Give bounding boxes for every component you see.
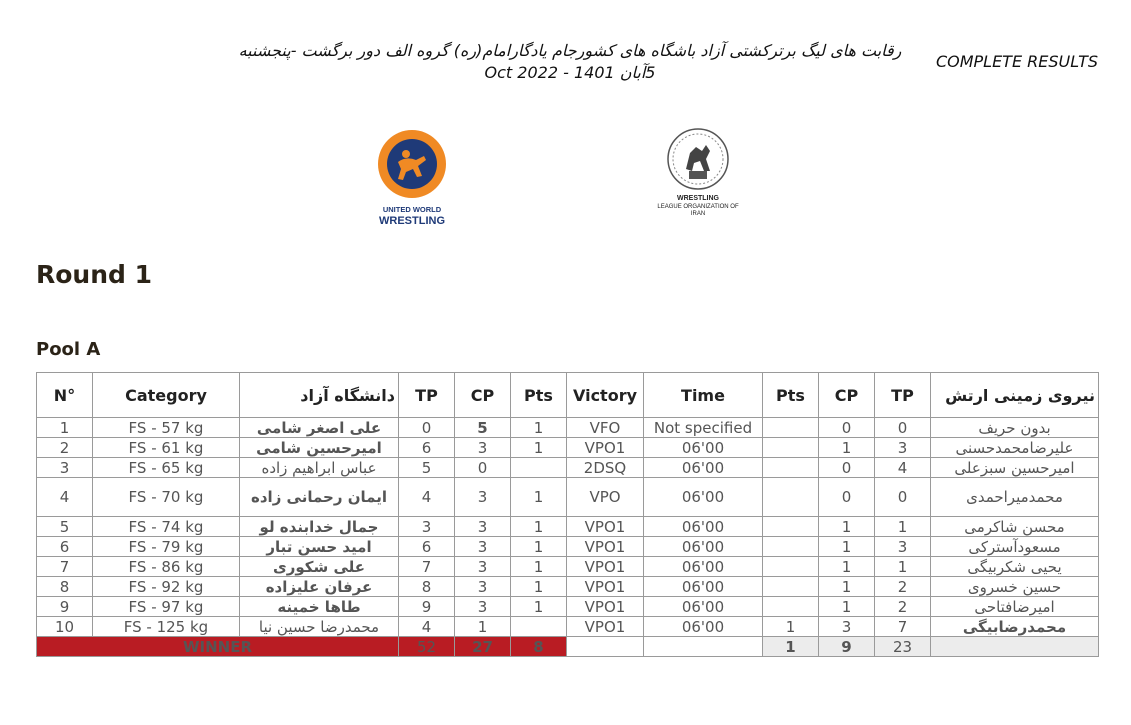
cell-wrestler-left: امید حسن تبار xyxy=(240,537,399,557)
cell-no: 10 xyxy=(37,617,93,637)
cell-pts-right xyxy=(763,597,819,617)
cell-category: FS - 79 kg xyxy=(93,537,240,557)
cell-tp-right: 3 xyxy=(875,537,931,557)
total-tp-right: 23 xyxy=(875,637,931,657)
title-line-2: 5آبان 1401 - Oct 2022 xyxy=(484,63,656,82)
cell-wrestler-left: عباس ابراهیم زاده xyxy=(240,458,399,478)
cell-wrestler-left: جمال خدابنده لو xyxy=(240,517,399,537)
cell-wrestler-left: عرفان علیزاده xyxy=(240,577,399,597)
col-victory: Victory xyxy=(567,373,644,418)
cell-wrestler-left: محمدرضا حسین نیا xyxy=(240,617,399,637)
cell-cp-left: 3 xyxy=(455,597,511,617)
cell-wrestler-left: علی اصغر شامی xyxy=(240,418,399,438)
cell-victory: VFO xyxy=(567,418,644,438)
col-pts-right: Pts xyxy=(763,373,819,418)
cell-time: 06'00 xyxy=(644,617,763,637)
cell-time: Not specified xyxy=(644,418,763,438)
svg-text:WRESTLING: WRESTLING xyxy=(379,215,445,227)
cell-wrestler-right: امیرحسین سبزعلی xyxy=(931,458,1099,478)
cell-tp-right: 2 xyxy=(875,577,931,597)
cell-cp-left: 3 xyxy=(455,478,511,517)
table-row xyxy=(37,478,1099,517)
total-pts-right: 1 xyxy=(763,637,819,657)
pool-title: Pool A xyxy=(36,339,101,360)
cell-tp-left: 4 xyxy=(399,478,455,517)
cell-tp-right: 1 xyxy=(875,517,931,537)
cell-tp-right: 1 xyxy=(875,557,931,577)
cell-category: FS - 74 kg xyxy=(93,517,240,537)
cell-time: 06'00 xyxy=(644,438,763,458)
cell-time: 06'00 xyxy=(644,557,763,577)
cell-cp-right: 1 xyxy=(819,517,875,537)
complete-results-label: COMPLETE RESULTS xyxy=(935,52,1098,71)
cell-category: FS - 70 kg xyxy=(93,478,240,517)
col-tp-right: TP xyxy=(875,373,931,418)
cell-pts-right xyxy=(763,478,819,517)
results-table xyxy=(36,372,1099,657)
col-tp-left: TP xyxy=(399,373,455,418)
svg-text:LEAGUE ORGANIZATION OF: LEAGUE ORGANIZATION OF xyxy=(657,204,739,210)
svg-text:IRAN: IRAN xyxy=(690,211,706,217)
cell-wrestler-right: محسن شاکرمی xyxy=(931,517,1099,537)
cell-category: FS - 97 kg xyxy=(93,597,240,617)
cell-cp-right: 1 xyxy=(819,438,875,458)
cell-tp-right: 2 xyxy=(875,597,931,617)
title-line-1: رقابت های لیگ برترکشتی آزاد باشگاه های کشورجام یادگارامام(ره) گروه الف دور برگشت -پنجشنبه xyxy=(238,41,902,60)
cell-category: FS - 92 kg xyxy=(93,577,240,597)
cell-tp-left: 7 xyxy=(399,557,455,577)
table-row xyxy=(37,617,1099,637)
cell-pts-left: 1 xyxy=(511,517,567,537)
cell-no: 5 xyxy=(37,517,93,537)
cell-no: 4 xyxy=(37,478,93,517)
cell-victory: VPO1 xyxy=(567,597,644,617)
cell-tp-right: 3 xyxy=(875,438,931,458)
cell-tp-left: 6 xyxy=(399,537,455,557)
total-pts-left: 8 xyxy=(511,637,567,657)
cell-category: FS - 57 kg xyxy=(93,418,240,438)
total-team-right-empty xyxy=(931,637,1099,657)
cell-wrestler-right: امیرضافتاحی xyxy=(931,597,1099,617)
cell-cp-right: 1 xyxy=(819,597,875,617)
round-title: Round 1 xyxy=(36,260,153,289)
cell-cp-right: 3 xyxy=(819,617,875,637)
cell-wrestler-right: مسعودآسترکی xyxy=(931,537,1099,557)
cell-category: FS - 125 kg xyxy=(93,617,240,637)
cell-wrestler-left: طاها خمینه xyxy=(240,597,399,617)
table-row xyxy=(37,517,1099,537)
cell-no: 1 xyxy=(37,418,93,438)
cell-victory: VPO1 xyxy=(567,557,644,577)
table-row xyxy=(37,577,1099,597)
cell-pts-left: 1 xyxy=(511,478,567,517)
header-title xyxy=(170,40,970,84)
winner-label: WINNER xyxy=(37,637,399,657)
cell-pts-left: 1 xyxy=(511,537,567,557)
cell-tp-right: 4 xyxy=(875,458,931,478)
cell-cp-right: 1 xyxy=(819,557,875,577)
cell-pts-right xyxy=(763,517,819,537)
cell-cp-right: 0 xyxy=(819,418,875,438)
cell-no: 6 xyxy=(37,537,93,557)
cell-time: 06'00 xyxy=(644,478,763,517)
cell-pts-right xyxy=(763,577,819,597)
cell-victory: VPO1 xyxy=(567,517,644,537)
cell-tp-right: 0 xyxy=(875,478,931,517)
total-time-empty xyxy=(644,637,763,657)
cell-cp-left: 3 xyxy=(455,537,511,557)
cell-cp-right: 0 xyxy=(819,478,875,517)
table-row xyxy=(37,418,1099,438)
cell-wrestler-left: امیرحسین شامی xyxy=(240,438,399,458)
cell-category: FS - 61 kg xyxy=(93,438,240,458)
cell-cp-right: 1 xyxy=(819,577,875,597)
totals-row xyxy=(37,637,1099,657)
col-team-right: نیروی زمینی ارتش xyxy=(931,373,1099,418)
cell-time: 06'00 xyxy=(644,537,763,557)
cell-pts-left: 1 xyxy=(511,438,567,458)
cell-tp-left: 4 xyxy=(399,617,455,637)
cell-tp-right: 0 xyxy=(875,418,931,438)
cell-cp-left: 3 xyxy=(455,557,511,577)
cell-wrestler-left: ایمان رحمانی زاده xyxy=(240,478,399,517)
cell-time: 06'00 xyxy=(644,597,763,617)
table-row xyxy=(37,557,1099,577)
total-cp-left: 27 xyxy=(455,637,511,657)
uww-logo xyxy=(376,128,448,228)
col-category: Category xyxy=(93,373,240,418)
cell-tp-left: 9 xyxy=(399,597,455,617)
cell-victory: VPO xyxy=(567,478,644,517)
cell-tp-right: 7 xyxy=(875,617,931,637)
cell-no: 2 xyxy=(37,438,93,458)
header-row xyxy=(37,373,1099,418)
cell-tp-left: 0 xyxy=(399,418,455,438)
cell-time: 06'00 xyxy=(644,577,763,597)
cell-cp-left: 1 xyxy=(455,617,511,637)
iran-league-logo xyxy=(650,125,746,225)
cell-wrestler-right: علیرضامحمدحسنی xyxy=(931,438,1099,458)
cell-cp-left: 3 xyxy=(455,438,511,458)
col-pts-left: Pts xyxy=(511,373,567,418)
table-row xyxy=(37,458,1099,478)
cell-tp-left: 8 xyxy=(399,577,455,597)
cell-no: 3 xyxy=(37,458,93,478)
cell-no: 8 xyxy=(37,577,93,597)
cell-pts-right xyxy=(763,557,819,577)
col-time: Time xyxy=(644,373,763,418)
cell-cp-left: 5 xyxy=(455,418,511,438)
cell-cp-right: 1 xyxy=(819,537,875,557)
cell-victory: VPO1 xyxy=(567,577,644,597)
cell-pts-left: 1 xyxy=(511,577,567,597)
table-row xyxy=(37,537,1099,557)
cell-pts-right xyxy=(763,418,819,438)
cell-victory: VPO1 xyxy=(567,438,644,458)
cell-wrestler-left: علی شکوری xyxy=(240,557,399,577)
total-cp-right: 9 xyxy=(819,637,875,657)
cell-cp-left: 0 xyxy=(455,458,511,478)
col-no: N° xyxy=(37,373,93,418)
cell-tp-left: 5 xyxy=(399,458,455,478)
cell-wrestler-right: محمدمیراحمدی xyxy=(931,478,1099,517)
cell-pts-left xyxy=(511,617,567,637)
cell-time: 06'00 xyxy=(644,517,763,537)
cell-tp-left: 6 xyxy=(399,438,455,458)
table-row xyxy=(37,438,1099,458)
cell-cp-right: 0 xyxy=(819,458,875,478)
total-victory-empty xyxy=(567,637,644,657)
cell-pts-right xyxy=(763,537,819,557)
cell-pts-left xyxy=(511,458,567,478)
col-cp-right: CP xyxy=(819,373,875,418)
cell-pts-left: 1 xyxy=(511,557,567,577)
cell-cp-left: 3 xyxy=(455,517,511,537)
cell-wrestler-right: حسین خسروی xyxy=(931,577,1099,597)
cell-pts-right xyxy=(763,438,819,458)
cell-victory: VPO1 xyxy=(567,537,644,557)
col-team-left: دانشگاه آزاد xyxy=(240,373,399,418)
cell-victory: 2DSQ xyxy=(567,458,644,478)
col-cp-left: CP xyxy=(455,373,511,418)
cell-category: FS - 86 kg xyxy=(93,557,240,577)
cell-pts-left: 1 xyxy=(511,597,567,617)
cell-category: FS - 65 kg xyxy=(93,458,240,478)
total-tp-left: 52 xyxy=(399,637,455,657)
cell-time: 06'00 xyxy=(644,458,763,478)
table-row xyxy=(37,597,1099,617)
cell-no: 7 xyxy=(37,557,93,577)
cell-pts-right xyxy=(763,458,819,478)
cell-no: 9 xyxy=(37,597,93,617)
cell-tp-left: 3 xyxy=(399,517,455,537)
svg-text:WRESTLING: WRESTLING xyxy=(677,195,719,202)
cell-wrestler-right: محمدرضابیگی xyxy=(931,617,1099,637)
svg-text:UNITED WORLD: UNITED WORLD xyxy=(382,205,442,214)
cell-pts-right: 1 xyxy=(763,617,819,637)
cell-cp-left: 3 xyxy=(455,577,511,597)
cell-pts-left: 1 xyxy=(511,418,567,438)
cell-wrestler-right: یحیی شکربیگی xyxy=(931,557,1099,577)
cell-wrestler-right: بدون حریف xyxy=(931,418,1099,438)
cell-victory: VPO1 xyxy=(567,617,644,637)
